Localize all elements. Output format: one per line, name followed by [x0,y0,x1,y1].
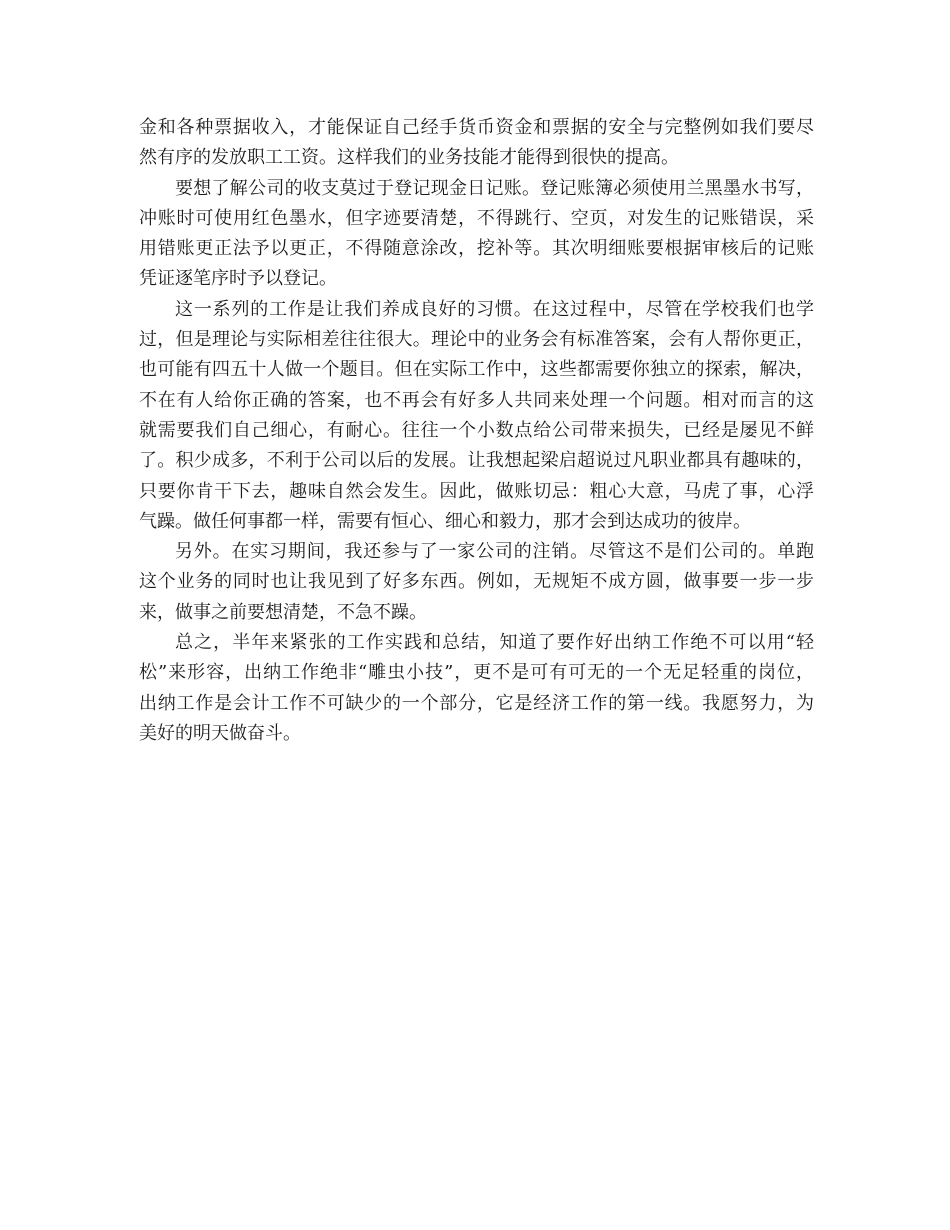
text-line: 松”来形容，出纳工作绝非“雕虫小技”，更不是可有可无的一个无足轻重的岗位， [139,662,814,684]
text-line: 美好的明天做奋斗。 [139,722,301,744]
text-line: 凭证逐笔序时予以登记。 [139,268,337,290]
text-line: 来，做事之前要想清楚，不急不躁。 [139,601,427,623]
paragraph-first-line: 总之，半年来紧张的工作实践和总结，知道了要作好出纳工作绝不可以用“轻 [175,632,814,654]
text-line: 用错账更正法予以更正，不得随意涂改，挖补等。其次明细账要根据审核后的记账 [139,238,814,260]
text-line: 了。积少成多，不利于公司以后的发展。让我想起梁启超说过凡职业都具有趣味的， [139,450,814,472]
text-line: 气躁。做任何事都一样，需要有恒心、细心和毅力，那才会到达成功的彼岸。 [139,510,751,532]
document-body [139,113,814,749]
text-line: 这个业务的同时也让我见到了好多东西。例如，无规矩不成方圆，做事要一步一步 [139,571,814,593]
text-line: 出纳工作是会计工作不可缺少的一个部分，它是经济工作的第一线。我愿努力，为 [139,692,814,714]
text-line: 然有序的发放职工工资。这样我们的业务技能才能得到很快的提高。 [139,147,679,169]
text-line: 金和各种票据收入，才能保证自己经手货币资金和票据的安全与完整例如我们要尽 [139,117,814,138]
text-line: 过，但是理论与实际相差往往很大。理论中的业务会有标准答案，会有人帮你更正， [139,329,814,351]
text-line: 也可能有四五十人做一个题目。但在实际工作中，这些都需要你独立的探索，解决， [139,359,814,381]
paragraph-first-line: 另外。在实习期间，我还参与了一家公司的注销。尽管这不是们公司的。单跑 [175,541,814,563]
text-line: 就需要我们自己细心，有耐心。往往一个小数点给公司带来损失，已经是屡见不鲜 [139,419,814,441]
text-line: 不在有人给你正确的答案，也不再会有好多人共同来处理一个问题。相对而言的这 [139,389,814,411]
paragraph-first-line: 这一系列的工作是让我们养成良好的习惯。在这过程中，尽管在学校我们也学 [175,298,814,320]
paragraph-first-line: 要想了解公司的收支莫过于登记现金日记账。登记账簿必须使用兰黑墨水书写， [175,177,814,199]
text-line: 冲账时可使用红色墨水，但字迹要清楚，不得跳行、空页，对发生的记账错误，采 [139,207,814,229]
text-line: 只要你肯干下去，趣味自然会发生。因此，做账切忌：粗心大意，马虎了事，心浮 [139,480,814,502]
